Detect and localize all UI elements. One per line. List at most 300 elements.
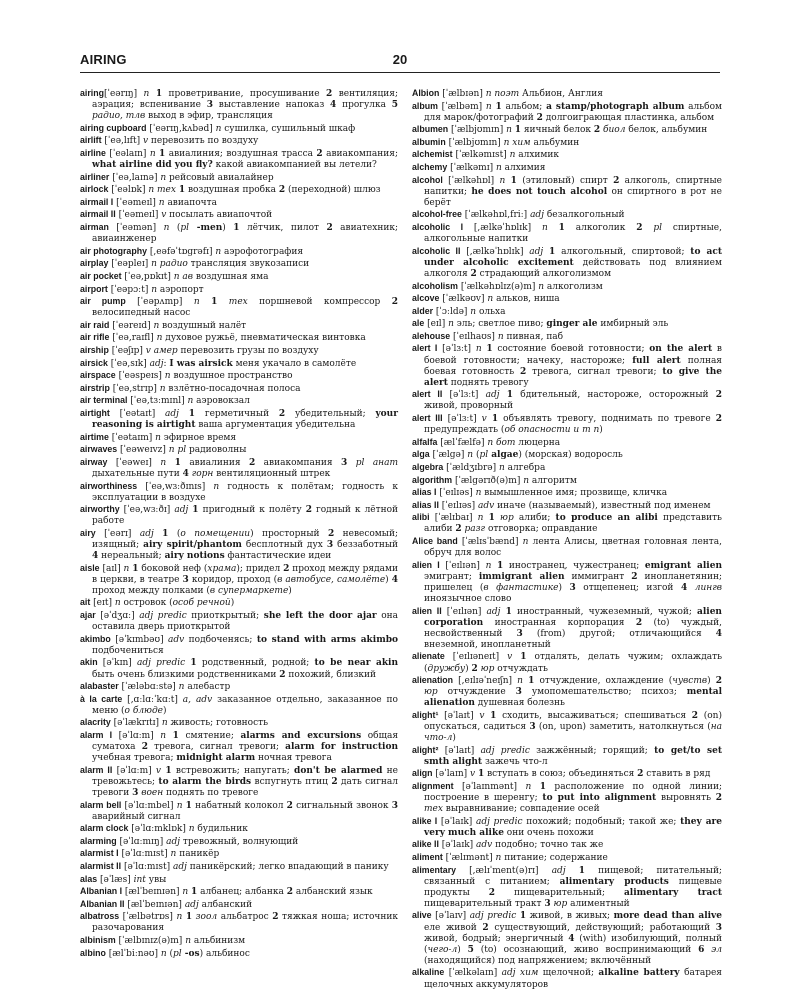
bold-phrase: to put into alignment xyxy=(542,793,657,804)
bold-phrase: mental alienation xyxy=(424,687,722,709)
grammar-label: adv xyxy=(163,634,185,645)
grammar-label: n xyxy=(153,730,173,741)
grammar-label: горн xyxy=(188,468,214,479)
translation-text: вымышленное имя; прозвище, кличка xyxy=(481,488,668,499)
bold-phrase: 2 xyxy=(636,223,643,234)
transcription: [ˈælkəlaɪn] xyxy=(444,968,498,979)
headword: alert II xyxy=(412,389,443,400)
transcription: [ˈælɪmənt] xyxy=(442,853,493,863)
headword: air photography xyxy=(80,245,147,256)
dictionary-entry xyxy=(80,610,398,633)
bold-phrase: 2 xyxy=(471,663,478,674)
translation-text: герметичный xyxy=(195,408,279,419)
headword: alibi xyxy=(412,512,430,523)
translation-text: албанский xyxy=(198,899,253,910)
transcription: [əˈlɜːt] xyxy=(437,344,472,355)
translation-text: яичный белок xyxy=(521,125,594,136)
bold-phrase: what airline did you fly? xyxy=(92,160,213,171)
bold-phrase: 1 xyxy=(185,912,193,923)
transcription: [ˈeə,raɪfl] xyxy=(109,333,154,344)
grammar-label: n xyxy=(493,163,502,174)
bold-phrase: alarms and excursions xyxy=(240,730,362,741)
translation-text: меня укачало в самолёте xyxy=(232,358,357,369)
translation-text: учебная тревога; xyxy=(92,753,177,764)
dictionary-entry xyxy=(412,209,722,221)
grammar-label: лингв xyxy=(687,582,723,593)
grammar-label: adj xyxy=(523,246,549,257)
bold-phrase: 2 xyxy=(715,676,722,687)
transcription: [ˈeəmeɪl] xyxy=(113,197,156,208)
bold-phrase: 1 xyxy=(549,246,556,257)
grammar-label: pl xyxy=(642,223,662,234)
dictionary-entry xyxy=(80,432,398,444)
transcription: [ˈælkəhɒl,friː] xyxy=(461,210,528,221)
translation-text: похожий; подобный; такой же; xyxy=(522,816,681,827)
grammar-label: n xyxy=(184,396,194,407)
translation-text: тревожный, волнующий xyxy=(180,836,299,847)
translation-text: бдительный, настороже, осторожный xyxy=(513,390,716,401)
dictionary-entry xyxy=(412,222,722,245)
grammar-label: эл xyxy=(704,944,723,955)
bold-phrase: 1 xyxy=(165,765,172,776)
translation-text: иностранец, чужестранец; xyxy=(503,560,645,571)
translation-text: авиакомпания; xyxy=(322,148,398,159)
translation-text: живость; готовность xyxy=(167,718,269,729)
grammar-label: n радио xyxy=(148,259,188,270)
grammar-label: чего-л xyxy=(427,944,458,955)
bold-phrase: 1 xyxy=(174,457,181,468)
dictionary-entry xyxy=(412,651,722,674)
transcription: [ˈeə,sɪk] xyxy=(107,358,147,369)
translation-text: пищеварительный; xyxy=(495,887,624,898)
dictionary-entry xyxy=(80,395,398,407)
translation-text: они очень похожи xyxy=(503,827,594,838)
translation-text: состояние боевой готовности; xyxy=(492,344,650,355)
dictionary-entry xyxy=(80,657,398,680)
headword: alight² xyxy=(412,744,439,755)
headword: airmail II xyxy=(80,209,116,220)
translation-text: авиалиния; воздушная трасса xyxy=(165,148,317,159)
headword: Alice band xyxy=(412,535,458,546)
dictionary-entry xyxy=(412,293,722,305)
translation-text: алхимия xyxy=(501,163,546,174)
grammar-label: n xyxy=(492,853,502,863)
translation-text: ( xyxy=(176,223,181,234)
headword: airport xyxy=(80,283,108,294)
transcription: [ˈælbətrɒs] xyxy=(119,912,173,923)
bold-phrase: 1 xyxy=(188,408,196,419)
grammar-label: adj xyxy=(131,528,163,539)
dictionary-entry xyxy=(80,730,398,764)
translation-text: инопланетянин; пришелец ( xyxy=(424,571,722,593)
headword: album xyxy=(412,100,438,111)
translation-text: (этиловый) спирт xyxy=(516,175,614,186)
grammar-label: adv xyxy=(473,840,493,851)
transcription: [ˈeərɪŋ] xyxy=(103,89,138,99)
translation-text: ) (морская) водоросль xyxy=(518,450,623,461)
translation-text: вентиляция; аэрация; вспенивание xyxy=(92,89,398,111)
dictionary-entry xyxy=(412,149,722,161)
headword: ale xyxy=(412,318,425,329)
grammar-label: adv xyxy=(475,500,495,511)
grammar-label: n xyxy=(518,536,529,547)
translation-text: алкоголь, спиртные напитки; xyxy=(424,175,722,197)
grammar-label: n xyxy=(205,481,220,492)
grammar-label: n ав xyxy=(170,271,194,282)
grammar-label: n xyxy=(531,223,559,234)
dictionary-entry xyxy=(412,487,722,499)
translation-text: велосипедный насос xyxy=(92,308,191,319)
grammar-label: n xyxy=(148,284,158,295)
bold-phrase: 1 xyxy=(510,175,517,186)
transcription: [,ɑːlɑːˈkɑːt] xyxy=(122,694,178,705)
dictionary-entry xyxy=(80,148,398,171)
bold-phrase: 2 xyxy=(635,617,643,628)
bold-phrase: 2 xyxy=(316,148,323,159)
bold-phrase: 1 xyxy=(190,658,197,669)
translation-text: ) xyxy=(707,676,716,687)
grammar-label: тех xyxy=(217,297,248,308)
transcription: [ˈeəpɔːt] xyxy=(107,284,149,295)
transcription: [eɪl] xyxy=(424,319,446,330)
grammar-label: v xyxy=(140,136,149,147)
translation-text: эмигрант; xyxy=(424,571,479,582)
translation-text: не тревожьтесь; xyxy=(92,765,398,787)
headword: airliner xyxy=(80,171,110,182)
bold-phrase: 2 xyxy=(278,185,286,196)
headword: airworthy xyxy=(80,504,120,515)
translation-text: пригодный к полёту xyxy=(198,505,306,516)
translation-text: люцерна xyxy=(515,437,561,448)
bold-phrase: 3 xyxy=(544,898,551,909)
headword: airing cupboard xyxy=(80,122,147,133)
translation-text: годный к лётной работе xyxy=(92,505,399,527)
transcription: [ˈeətaɪm] xyxy=(108,432,153,443)
grammar-label: pl xyxy=(173,948,182,959)
dictionary-entry xyxy=(80,222,398,245)
translation-text: отчуждение xyxy=(437,687,516,698)
translation-text: сигнальный звонок xyxy=(292,800,392,811)
translation-text: ваша аргументация убедительна xyxy=(195,420,356,431)
grammar-label: n xyxy=(120,563,133,574)
bold-phrase: 2 xyxy=(715,414,723,425)
grammar-label: adj xyxy=(163,836,181,847)
translation-text: ) xyxy=(465,663,472,674)
translation-text: внеземной, инопланетный xyxy=(424,639,551,650)
headword: albinism xyxy=(80,935,116,946)
headword: airstrip xyxy=(80,382,110,393)
transcription: [eɪt] xyxy=(90,598,112,609)
translation-text: сходить, высаживаться; спешиваться xyxy=(496,710,692,721)
bold-phrase: don't be alarmed xyxy=(294,765,383,776)
translation-text: паникёрский; легко впадающий в панику xyxy=(186,862,389,872)
bold-phrase: to act under alcoholic excitement xyxy=(424,246,723,268)
dictionary-entry xyxy=(80,370,398,382)
headword: alias I xyxy=(412,487,437,498)
headword: alder xyxy=(412,305,434,316)
transcription: [ˈeəpleɪ] xyxy=(108,259,149,270)
translation-text: отчуждение, охлаждение ( xyxy=(534,676,673,687)
bold-phrase: 1 xyxy=(490,710,497,721)
grammar-label: n бот xyxy=(484,437,516,448)
dictionary-entry xyxy=(412,162,722,174)
translation-text: ( xyxy=(169,948,174,959)
grammar-label: n xyxy=(464,450,476,461)
transcription: [ˈeərɪ] xyxy=(95,528,132,539)
translation-text: тревога, сигнал тревоги; xyxy=(526,366,663,377)
transcription: [ˈælkəmɪ] xyxy=(447,163,494,174)
grammar-label: n xyxy=(520,475,530,486)
translation-text: алиментный xyxy=(567,898,630,909)
grammar-label: n xyxy=(471,344,487,355)
dictionary-entry xyxy=(80,258,398,270)
grammar-label: n pl xyxy=(165,445,187,456)
bold-phrase: full alert xyxy=(632,355,681,366)
translation-text: алхимик xyxy=(515,150,560,161)
translation-text: лента Алисы, цветная головная лента, обруч для волос xyxy=(424,536,722,559)
translation-text: ( xyxy=(168,528,181,539)
dictionary-entry xyxy=(412,88,722,100)
translation-text: аварийный сигнал xyxy=(92,811,181,822)
translation-text: увы xyxy=(145,874,167,885)
translation-text: иначе (называемый), известный под именем xyxy=(494,500,711,511)
bold-phrase: 4 xyxy=(568,933,575,944)
translation-text: долгоиграющая пластинка, альбом xyxy=(542,112,715,123)
bold-phrase: 1 xyxy=(191,887,198,898)
grammar-label: pl анат xyxy=(347,457,399,468)
dictionary-entry xyxy=(412,768,722,780)
transcription: [ˈeə,strɪp] xyxy=(109,383,157,394)
grammar-label: n xyxy=(112,598,121,609)
grammar-label: n тех xyxy=(145,185,179,196)
headword: alight¹ xyxy=(412,709,439,720)
grammar-label: int xyxy=(130,874,146,885)
translation-text: воздушный налёт xyxy=(159,320,247,331)
grammar-label: n xyxy=(146,148,160,159)
bold-phrase: 1 xyxy=(162,528,169,539)
grammar-label: воен xyxy=(138,787,164,798)
grammar-label: n xyxy=(150,320,160,331)
transcription: [ælˈbiːnəʊ] xyxy=(105,948,158,959)
translation-text: авиатехник; авиаинженер xyxy=(92,223,398,245)
grammar-label: n xyxy=(506,150,516,161)
transcription: [ˈælkəhɒl] xyxy=(442,175,495,186)
translation-text: альков, ниша xyxy=(493,294,560,305)
headword: alacrity xyxy=(80,717,111,728)
headword: alarmist I xyxy=(80,848,119,859)
grammar-label: чувств xyxy=(672,676,708,687)
translation-text: ольха xyxy=(476,306,506,317)
dictionary-entry xyxy=(412,124,722,136)
bold-phrase: 1 xyxy=(519,911,527,922)
transcription: [əˈlaɪt] xyxy=(438,710,474,721)
translation-text: предупреждать ( xyxy=(424,425,505,436)
dictionary-entry xyxy=(80,197,398,209)
dictionary-entry xyxy=(412,101,722,124)
headword: alien II xyxy=(412,605,442,616)
bold-phrase: 2 xyxy=(593,125,601,136)
grammar-label: adj xyxy=(155,408,189,419)
translation-text: пищевой; питательный; связанный с питанием; xyxy=(424,865,722,887)
grammar-label: n xyxy=(172,912,186,923)
header-rule xyxy=(80,72,720,73)
transcription: [ˈeəpʌmp] xyxy=(125,297,183,308)
headword: airtime xyxy=(80,431,109,442)
bold-phrase: ginger ale xyxy=(546,319,598,330)
grammar-label: adj predic xyxy=(474,745,530,756)
transcription: [əˈlɑːmɪst] xyxy=(118,849,168,860)
grammar-label: v xyxy=(499,652,521,663)
translation-text: : xyxy=(163,358,170,369)
translation-text: альбом; xyxy=(501,101,547,112)
transcription: [əˈlaɪn] xyxy=(432,769,468,780)
translation-text: зажжённый; горящий; xyxy=(529,745,655,756)
headword: airway xyxy=(80,456,108,467)
transcription: [ˈælkəhɒlɪz(ə)m] xyxy=(457,281,536,292)
bold-phrase: more dead than alive xyxy=(613,911,722,922)
translation-text: смятение; xyxy=(178,730,241,741)
grammar-label: n xyxy=(157,172,167,183)
translation-text: ) xyxy=(230,598,235,609)
headword: albino xyxy=(80,947,106,958)
translation-text: она оставила дверь приоткрытой xyxy=(92,611,399,633)
translation-text: набатный колокол xyxy=(191,800,287,811)
translation-text: албанский язык xyxy=(293,887,373,898)
bold-phrase: 1 xyxy=(477,769,485,780)
grammar-label: n xyxy=(137,89,156,99)
dictionary-entry xyxy=(80,874,398,886)
dictionary-entry xyxy=(412,413,722,436)
headword: alarm II xyxy=(80,764,113,775)
dictionary-entry xyxy=(80,271,398,283)
dictionary-entry xyxy=(80,948,398,960)
grammar-label: adj xyxy=(478,390,507,401)
translation-text: иноязычное слово xyxy=(424,593,512,604)
translation-text: ); придел xyxy=(236,563,284,574)
bold-phrase: airy spirit/phantom xyxy=(143,539,242,550)
grammar-label: особ речной xyxy=(172,598,231,609)
translation-text: алгебра xyxy=(504,462,546,473)
grammar-label: n xyxy=(182,297,212,308)
grammar-label: pl xyxy=(479,450,489,461)
bold-phrase: 3 xyxy=(715,922,722,933)
translation-text: быть очень близкими родственниками xyxy=(92,669,280,680)
bold-phrase: 1 xyxy=(159,148,166,159)
dictionary-entry xyxy=(80,765,398,799)
bold-phrase: 1 xyxy=(211,297,218,308)
grammar-label: n xyxy=(494,331,504,342)
translation-text: тревога, сигнал тревоги; xyxy=(147,742,286,753)
translation-text: ) xyxy=(457,944,468,955)
grammar-label: n xyxy=(151,457,175,468)
translation-text: страдающий алкоголизмом xyxy=(476,268,612,279)
transcription: [ˈeəspeɪs] xyxy=(115,371,162,382)
transcription: [əˈlɑːm] xyxy=(112,730,154,741)
grammar-label: n xyxy=(161,371,171,382)
transcription: [ˈælgə] xyxy=(429,450,465,461)
translation-text: Альбион, Англия xyxy=(519,89,603,99)
dictionary-entry xyxy=(412,710,722,744)
transcription: [əˈlaɪt] xyxy=(438,745,475,756)
grammar-label: n xyxy=(212,246,222,257)
bold-phrase: 2 xyxy=(488,887,496,898)
grammar-label: в супермаркете xyxy=(209,585,289,596)
headword: albumen xyxy=(412,124,449,135)
translation-text: встревожить; напугать; xyxy=(171,765,295,776)
grammar-label: n xyxy=(503,125,515,136)
grammar-label: радио, тлв xyxy=(92,111,146,122)
translation-text: родственный, родной; xyxy=(196,658,315,669)
translation-text: в боевой готовности; начеку, настороже; xyxy=(424,344,722,366)
translation-text: ставить в ряд xyxy=(643,769,711,780)
bold-phrase: to alarm the birds xyxy=(158,776,252,787)
bold-phrase: they are very much alike xyxy=(424,816,722,838)
headword: airsick xyxy=(80,357,108,368)
transcription: [ˈeərɪŋ,kʌbəd] xyxy=(146,123,213,134)
grammar-label: n xyxy=(173,800,186,811)
headword: airplay xyxy=(80,258,109,269)
dictionary-entry xyxy=(80,296,398,319)
translation-text: будильник xyxy=(194,824,248,835)
translation-text: духовое ружьё, пневматическая винтовка xyxy=(162,333,366,344)
bold-phrase: 2 xyxy=(613,175,620,186)
bold-phrase: 1 xyxy=(539,781,546,792)
translation-text: (from) другой; отличающийся xyxy=(522,628,716,639)
dictionary-entry xyxy=(80,717,398,729)
dictionary-entry xyxy=(80,88,398,122)
headword: ait xyxy=(80,597,91,608)
bold-phrase: 1 xyxy=(558,223,565,234)
translation-text: отдалять, делать чужим; охлаждать ( xyxy=(424,652,722,674)
dictionary-entry xyxy=(412,449,722,461)
transcription: [,ælkəˈhɒlɪk] xyxy=(463,223,532,234)
grammar-label: adj xyxy=(170,505,193,516)
transcription: [ˈeɪlɪən] xyxy=(439,560,480,571)
translation-text: алкогольный, спиртовой; xyxy=(555,246,691,257)
bold-phrase: 2 xyxy=(326,89,333,99)
bold-phrase: 1 xyxy=(497,560,504,571)
transcription: [ˈælkəmɪst] xyxy=(452,150,507,161)
bold-phrase: 2 xyxy=(536,112,543,123)
translation-text: проход между полками ( xyxy=(92,585,210,596)
dictionary-entry xyxy=(80,886,398,898)
bold-phrase: 3 xyxy=(341,457,348,468)
dictionary-entry xyxy=(80,358,398,370)
bold-phrase: 2 xyxy=(305,505,312,516)
grammar-label: adj predic xyxy=(466,911,520,922)
bold-phrase: 1 xyxy=(578,865,586,876)
dictionary-entry xyxy=(80,800,398,823)
headword: alfalfa xyxy=(412,436,438,447)
translation-text: пивная, паб xyxy=(503,331,564,342)
transcription: [ˈælbjʊmɪn] xyxy=(445,137,501,148)
grammar-label: тех xyxy=(424,804,443,815)
transcription: [ælˈbeɪnɪən] xyxy=(122,887,180,898)
dictionary-entry xyxy=(80,172,398,184)
dictionary-entry xyxy=(80,861,398,873)
bold-phrase: 1 xyxy=(505,606,512,617)
transcription: [ˈeə,laɪnə] xyxy=(109,172,158,183)
grammar-label: биол xyxy=(600,125,626,136)
dictionary-entry xyxy=(80,563,398,597)
transcription: [,ælkəˈhɒlɪk] xyxy=(460,246,524,257)
headword: air pump xyxy=(80,296,126,307)
grammar-label: v xyxy=(151,765,166,776)
bold-phrase: 1 xyxy=(491,414,499,425)
headword: alarming xyxy=(80,835,117,846)
bold-phrase: 4 xyxy=(182,468,189,479)
grammar-label: n xyxy=(185,824,195,835)
